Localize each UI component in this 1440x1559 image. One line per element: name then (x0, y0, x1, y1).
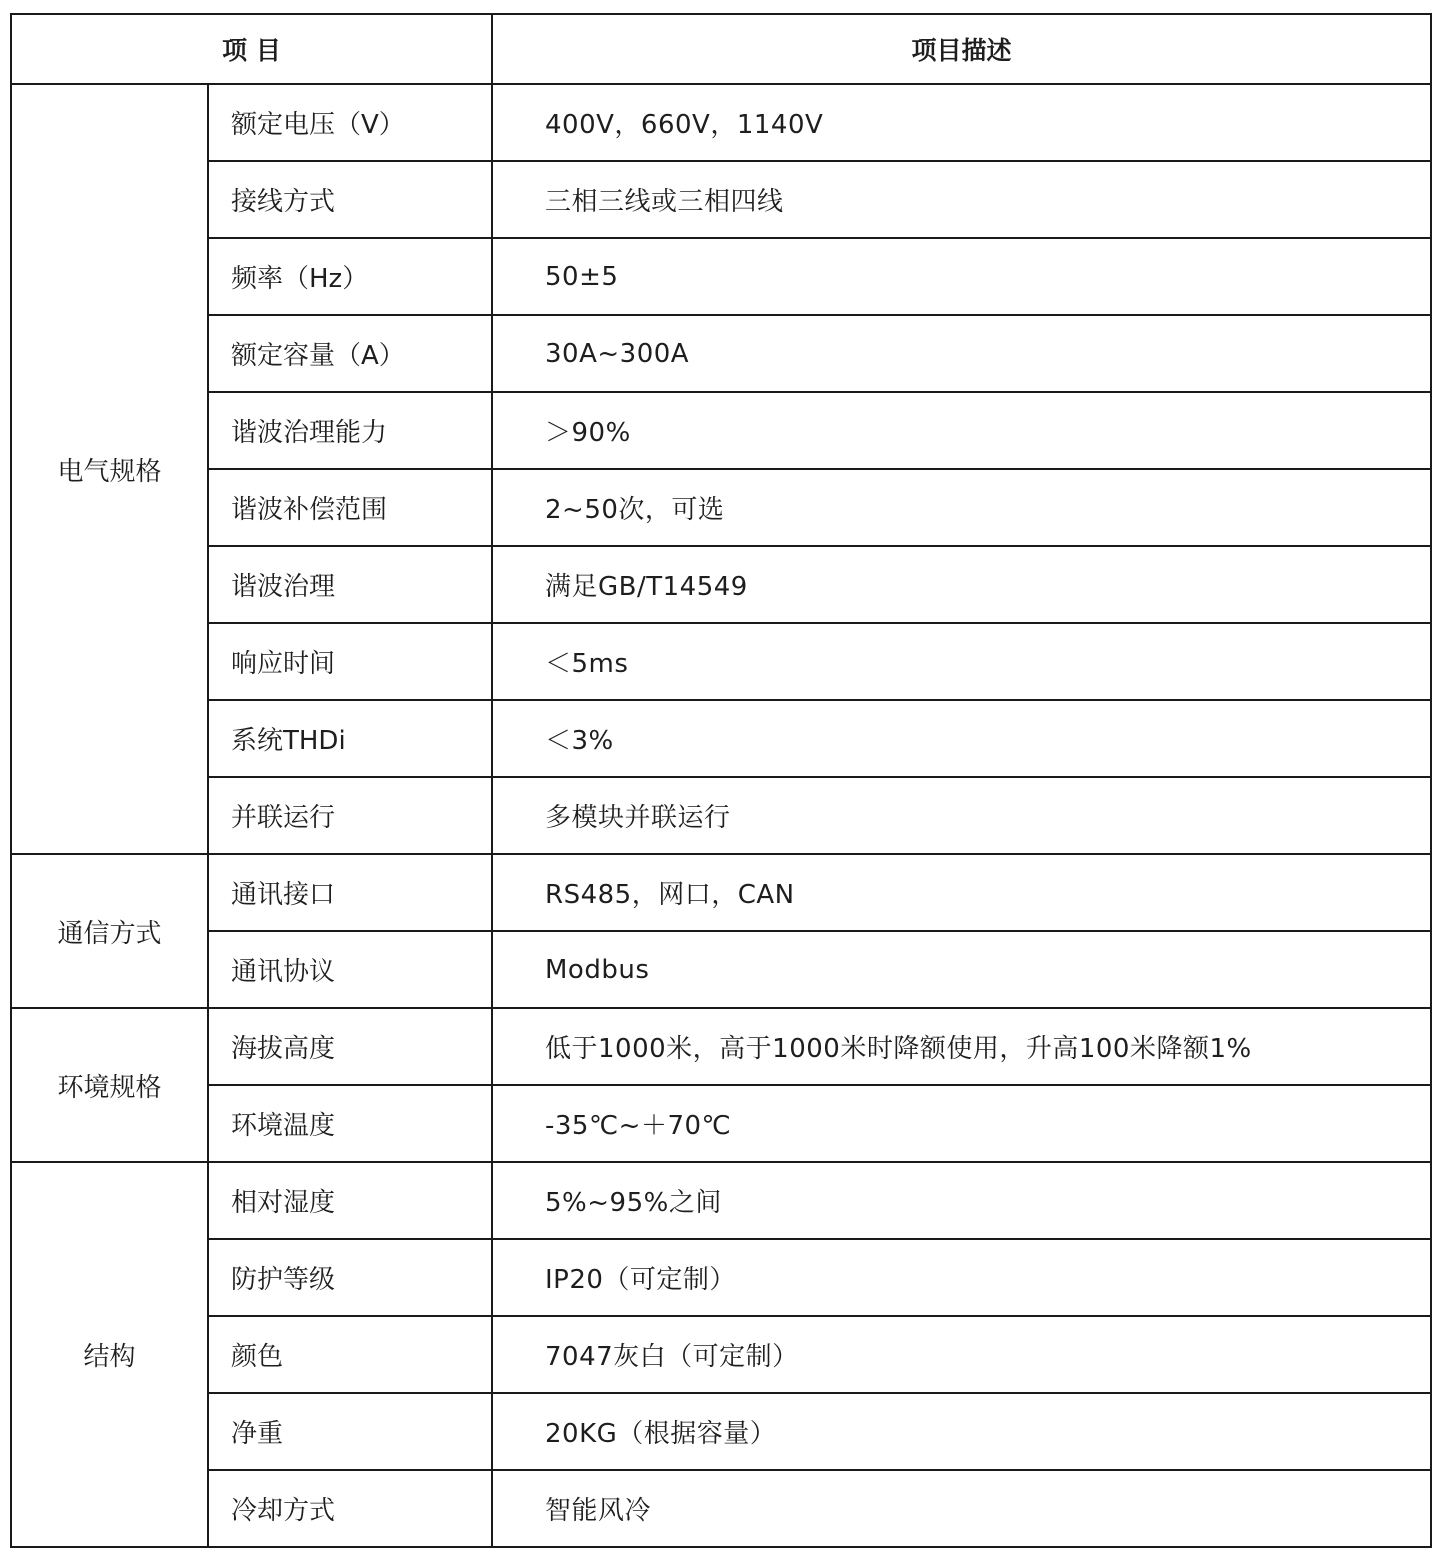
item-cell: 系统THDi (208, 700, 492, 777)
table-row (11, 161, 1431, 238)
category-cell: 结构 (11, 1162, 208, 1547)
description-cell: 20KG（根据容量） (492, 1393, 1431, 1470)
table-row (11, 1470, 1431, 1547)
item-cell: 频率（Hz） (208, 238, 492, 315)
table-row (11, 777, 1431, 854)
table-row (11, 392, 1431, 469)
table-row (11, 700, 1431, 777)
table-row (11, 315, 1431, 392)
description-cell: ＜3% (492, 700, 1431, 777)
item-cell: 额定容量（A） (208, 315, 492, 392)
description-cell: 智能风冷 (492, 1470, 1431, 1547)
table-row (11, 546, 1431, 623)
description-cell: IP20（可定制） (492, 1239, 1431, 1316)
category-cell: 通信方式 (11, 854, 208, 1008)
table-row (11, 1316, 1431, 1393)
table-row (11, 238, 1431, 315)
description-cell: 多模块并联运行 (492, 777, 1431, 854)
item-cell: 通讯协议 (208, 931, 492, 1008)
description-cell: Modbus (492, 931, 1431, 1008)
header-description: 项目描述 (492, 14, 1431, 84)
table-body (11, 84, 1431, 1547)
table-row (11, 854, 1431, 931)
description-cell: 三相三线或三相四线 (492, 161, 1431, 238)
item-cell: 接线方式 (208, 161, 492, 238)
description-cell: 400V，660V，1140V (492, 84, 1431, 161)
table-row (11, 931, 1431, 1008)
item-cell: 相对湿度 (208, 1162, 492, 1239)
item-cell: 海拔高度 (208, 1008, 492, 1085)
item-cell: 谐波治理 (208, 546, 492, 623)
item-cell: 通讯接口 (208, 854, 492, 931)
item-cell: 冷却方式 (208, 1470, 492, 1547)
item-cell: 并联运行 (208, 777, 492, 854)
description-cell: 2~50次，可选 (492, 469, 1431, 546)
description-cell: 满足GB/T14549 (492, 546, 1431, 623)
description-cell: 5%~95%之间 (492, 1162, 1431, 1239)
description-cell: 30A~300A (492, 315, 1431, 392)
item-cell: 环境温度 (208, 1085, 492, 1162)
table-row (11, 1085, 1431, 1162)
description-cell: 低于1000米，高于1000米时降额使用，升高100米降额1% (492, 1008, 1431, 1085)
description-cell: ＜5ms (492, 623, 1431, 700)
item-cell: 防护等级 (208, 1239, 492, 1316)
spec-table (10, 13, 1432, 1548)
table-row (11, 1162, 1431, 1239)
item-cell: 颜色 (208, 1316, 492, 1393)
item-cell: 净重 (208, 1393, 492, 1470)
table-row (11, 1239, 1431, 1316)
table-row (11, 1008, 1431, 1085)
table-row (11, 623, 1431, 700)
table-row (11, 1393, 1431, 1470)
item-cell: 额定电压（V） (208, 84, 492, 161)
table-row (11, 84, 1431, 161)
description-cell: 7047灰白（可定制） (492, 1316, 1431, 1393)
category-cell: 电气规格 (11, 84, 208, 854)
category-cell: 环境规格 (11, 1008, 208, 1162)
header-item: 项 目 (11, 14, 492, 84)
item-cell: 谐波治理能力 (208, 392, 492, 469)
item-cell: 谐波补偿范围 (208, 469, 492, 546)
table-row (11, 469, 1431, 546)
item-cell: 响应时间 (208, 623, 492, 700)
table-header-row (11, 14, 1431, 84)
description-cell: -35℃~＋70℃ (492, 1085, 1431, 1162)
description-cell: ＞90% (492, 392, 1431, 469)
description-cell: 50±5 (492, 238, 1431, 315)
description-cell: RS485，网口，CAN (492, 854, 1431, 931)
